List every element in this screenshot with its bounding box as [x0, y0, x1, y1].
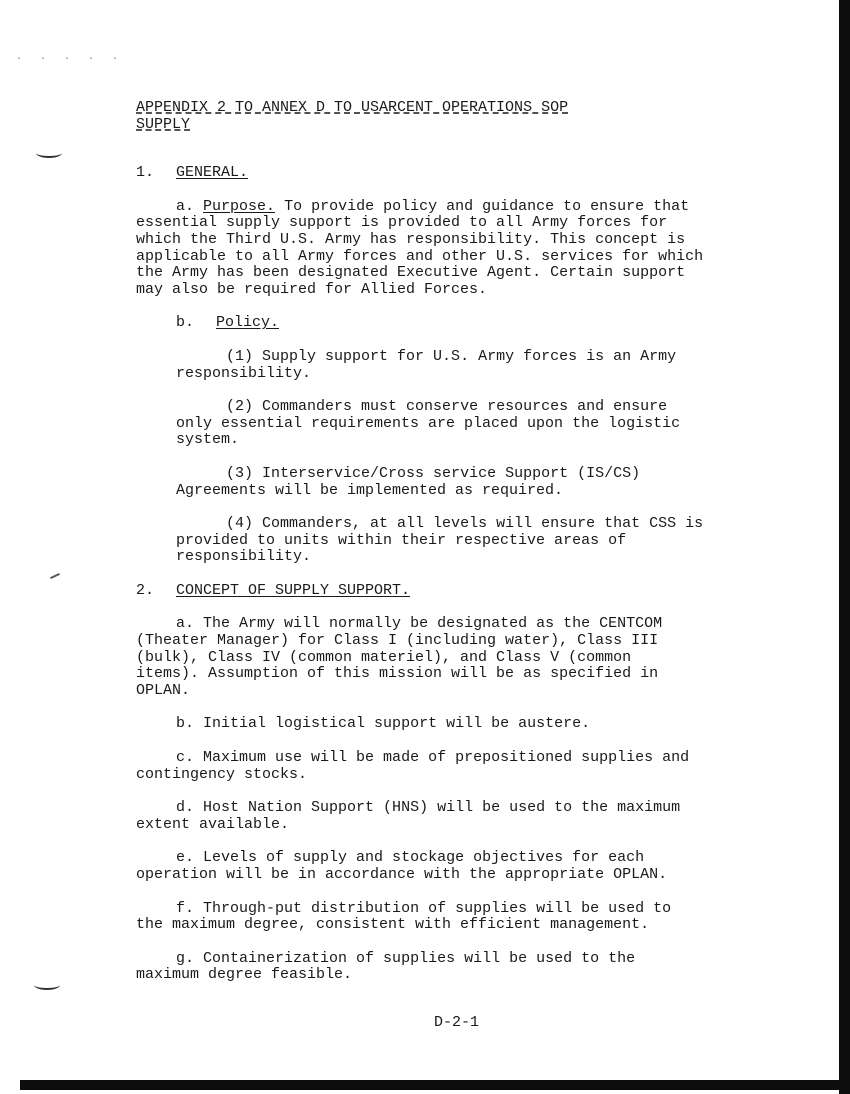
document-page — [136, 100, 776, 984]
concept-item: d. Host Nation Support (HNS) will be used to the maximum extent available. — [136, 799, 681, 833]
scan-border-right — [839, 0, 850, 1094]
appendix-subtitle: SUPPLY — [136, 115, 191, 133]
policy-item: (4) Commanders, at all levels will ensure that CSS is provided to units within their respective areas of responsibility. — [176, 515, 704, 566]
policy-item: (1) Supply support for U.S. Army forces is an Army responsibility. — [176, 347, 677, 382]
section-heading: 1. GENERAL. — [136, 164, 249, 182]
margin-mark — [34, 980, 60, 990]
section-heading: 2. CONCEPT OF SUPPLY SUPPORT. — [136, 581, 411, 599]
appendix-title: APPENDIX 2 TO ANNEX D TO USARCENT OPERATIONS SOP — [136, 99, 569, 116]
policy-item: (3) Interservice/Cross service Support (IS/CS) Agreements will be implemented as required. — [176, 464, 641, 499]
policy-item: (2) Commanders must conserve resources and ensure only essential requirements are placed upon the logistic system. — [176, 398, 681, 449]
concept-item: a. The Army will normally be designated as the CENTCOM (Theater Manager) for Class I (including water), Class III (bulk), Class IV (common materiel), and Class V (common items). Assumption of this mission will be as specified in OPLAN. — [136, 615, 663, 699]
concept-item: c. Maximum use will be made of prepositioned supplies and contingency stocks. — [136, 749, 690, 783]
concept-item: b. Initial logistical support will be austere. — [176, 715, 591, 733]
concept-item: e. Levels of supply and stockage objectives for each operation will be in accordance with the appropriate OPLAN. — [136, 849, 668, 883]
scan-border-bottom — [20, 1080, 850, 1090]
paragraph-purpose: a. Purpose. To provide policy and guidance to ensure that essential supply support is provided to all Army forces for which the Third U.S. Army has responsibility. This concept is applicable to all Army forces and other U.S. services for which the Army has been designated Executive Agent. Certain support may also be required for Allied Forces. — [136, 197, 704, 298]
subsection-heading: b. Policy. — [176, 314, 280, 332]
margin-mark — [50, 573, 60, 579]
concept-item: g. Containerization of supplies will be used to the maximum degree feasible. — [136, 949, 636, 984]
page-number: D-2-1 — [434, 1014, 480, 1031]
margin-mark — [36, 148, 62, 158]
scan-speckles: . . . . . — [16, 52, 125, 63]
concept-item: f. Through-put distribution of supplies will be used to the maximum degree, consistent with efficient management. — [136, 899, 672, 934]
